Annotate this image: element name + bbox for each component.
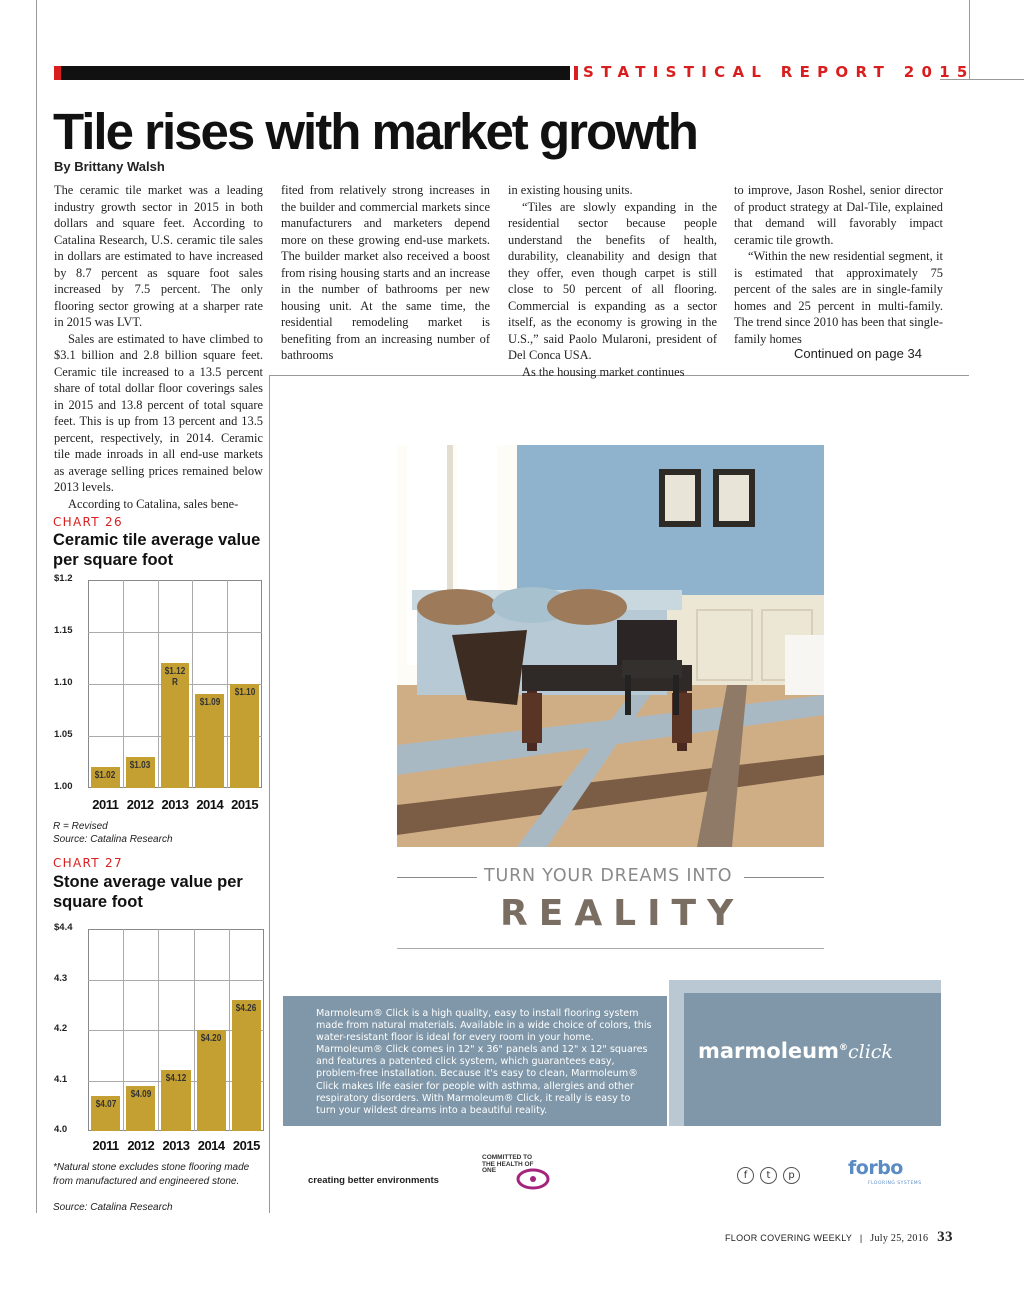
section-kicker: STATISTICAL REPORT 2015 bbox=[583, 63, 975, 81]
chart-27-source: Source: Catalina Research bbox=[53, 1202, 173, 1213]
y-tick-label: $1.2 bbox=[54, 573, 73, 584]
bar-value-label: $1.03 bbox=[129, 759, 151, 771]
grid-hline bbox=[88, 980, 264, 981]
y-tick-label: 1.00 bbox=[54, 781, 73, 792]
bar-value-label: $4.12 bbox=[165, 1073, 187, 1085]
article-column-3 bbox=[508, 182, 717, 380]
chart-26-source: Source: Catalina Research bbox=[53, 834, 173, 845]
bar-value-label: $4.07 bbox=[95, 1098, 116, 1110]
paragraph: According to Catalina, sales bene- bbox=[68, 496, 239, 511]
paragraph: As the housing market continues bbox=[522, 364, 685, 379]
x-category-label: 2013 bbox=[162, 1138, 190, 1153]
continued-link[interactable]: Continued on page 34 bbox=[794, 346, 922, 361]
bar-value-label: $4.20 bbox=[200, 1033, 222, 1044]
x-category-label: 2015 bbox=[232, 1138, 260, 1153]
y-tick-label: 4.3 bbox=[54, 972, 68, 984]
left-margin-rule bbox=[36, 0, 37, 1213]
article-column-2 bbox=[281, 182, 490, 364]
paragraph: to improve, Jason Roshel, senior director of product strategy at Dal-Tile, explained that demand will favorably impact ceramic tile growth. bbox=[734, 183, 943, 247]
chart-27-kicker: CHART 27 bbox=[53, 856, 123, 870]
publication-name: FLOOR COVERING WEEKLY bbox=[725, 1233, 852, 1243]
paragraph: in existing housing units. bbox=[508, 183, 633, 197]
page-number: 33 bbox=[937, 1229, 953, 1245]
chart-26-kicker: CHART 26 bbox=[53, 515, 123, 529]
committed-badge-text: COMMITTED TO THE HEALTH OF ONE bbox=[482, 1154, 534, 1174]
brand-logo bbox=[698, 1039, 893, 1063]
x-category-label: 2011 bbox=[92, 1138, 119, 1153]
facebook-icon[interactable]: f bbox=[737, 1167, 754, 1184]
x-category-label: 2015 bbox=[231, 797, 259, 812]
ad-headline: REALITY bbox=[500, 893, 745, 934]
issue-date: July 25, 2016 bbox=[870, 1233, 929, 1244]
y-tick-label: $4.4 bbox=[54, 922, 73, 933]
paragraph: “Within the new residential segment, it is estimated that approximately 75 percent of the sales are in single-family homes and 25 percent in multi-family. The trend since 2010 has been that single-family homes bbox=[734, 249, 943, 346]
grid-hline bbox=[88, 632, 262, 633]
chart-27-title: Stone average value per square foot bbox=[53, 873, 243, 911]
ad-body-copy: Marmoleum® Click is a high quality, easy to install flooring system made from natural materials. Available in a wide choice of colors, this water-resistant floor is ideal for every room in your home. Marmoleum® Click comes in 12" x 36" panels and 12" x 12" squares and features a patented click system, which guarantees easy, problem-free installation. Because it's easy to clean, Marmoleum® Click makes life easier for people with asthma, allergies and other respiratory disorders. With Marmoleum® Click, it really is easy to turn your wildest dreams into a beautiful reality. bbox=[316, 1008, 652, 1116]
tagline-rule-left bbox=[397, 877, 477, 878]
byline: By Brittany Walsh bbox=[54, 159, 165, 174]
forbo-logo: forbo bbox=[848, 1157, 903, 1179]
y-tick-label: 4.1 bbox=[54, 1073, 68, 1085]
x-category-label: 2013 bbox=[161, 797, 189, 812]
paragraph: The ceramic tile market was a leading industry growth sector in 2015 in both dollars and square feet. According to Catalina Research, U.S. ceramic tile sales in dollars are estimated to have increased by 8.7 percent as square foot sales increased by 7.5 percent. The only flooring sector growing at a sharper rate in 2015 was LVT. bbox=[54, 183, 263, 329]
bar-value-label: $1.10 bbox=[234, 687, 255, 698]
paragraph: Sales are estimated to have climbed to $3.1 billion and 2.8 billion square feet. Ceramic tile increased to a 13.5 percent share of total dollar floor coverings sales in 2015 and 13.8 percent of total square feet. This is up from 13 percent and 13.5 percent, respectively, in 2014. Ceramic tile made inroads in all end-use markets as average selling prices remained below 2013 levels. bbox=[54, 331, 263, 494]
article-column-4 bbox=[734, 182, 943, 347]
paragraph: “Tiles are slowly expanding in the residential sector because people understand the benefits of health, durability, cleanability and design that they offer, even though carpet is still close to 50 percent of all flooring. Commercial is expanding as a sector itself, as the economy is growing in the U.S.,” said Paolo Mularoni, president of Del Conca USA. bbox=[508, 199, 717, 362]
ad-tagline: TURN YOUR DREAMS INTO bbox=[484, 866, 733, 886]
y-tick-label: 1.10 bbox=[54, 677, 73, 688]
y-tick-label: 1.15 bbox=[54, 625, 73, 636]
chart-26-title: Ceramic tile average value per square foot bbox=[53, 531, 261, 569]
y-tick-label: 4.2 bbox=[54, 1023, 68, 1034]
chart-column-rule bbox=[269, 375, 270, 1213]
x-category-label: 2014 bbox=[197, 1138, 225, 1153]
bar-value-label: $1.09 bbox=[199, 697, 221, 709]
x-category-label: 2014 bbox=[196, 797, 224, 812]
bar-value-label: $4.09 bbox=[130, 1088, 152, 1100]
chart-26-note-revised: R = Revised bbox=[53, 821, 108, 832]
page-title: Tile rises with market growth bbox=[53, 103, 697, 160]
brand-click: click bbox=[848, 1041, 893, 1063]
x-category-label: 2012 bbox=[127, 1138, 155, 1153]
chart-27-note: *Natural stone excludes stone flooring made from manufactured and engineered stone. bbox=[53, 1162, 250, 1187]
bar-value-label: $4.26 bbox=[236, 1002, 257, 1014]
committed-logo-icon bbox=[516, 1168, 550, 1190]
x-category-label: 2011 bbox=[92, 797, 119, 812]
x-category-label: 2012 bbox=[126, 797, 154, 812]
bar-2015 bbox=[232, 1000, 261, 1131]
bar-2014 bbox=[195, 694, 224, 788]
bar-2015 bbox=[230, 684, 259, 788]
y-tick-label: 1.05 bbox=[54, 729, 73, 740]
article-column-1 bbox=[54, 182, 263, 512]
header-bar bbox=[54, 66, 570, 80]
page-footer bbox=[725, 1229, 953, 1246]
ad-slogan: creating better environments bbox=[308, 1175, 439, 1186]
paragraph: fited from relatively strong increases in the builder and commercial markets since manufacturers and marketers depend more on these growing end-use markets. The builder market also received a boost from rising housing starts and an increase in the number of bathrooms per new housing unit. At the same time, the residential remodeling market is benefiting from an increasing number of bathrooms bbox=[281, 183, 490, 362]
bar-2014 bbox=[197, 1030, 226, 1131]
footer-separator: | bbox=[859, 1233, 863, 1243]
twitter-icon[interactable]: t bbox=[760, 1167, 777, 1184]
brand-name: marmoleum bbox=[698, 1039, 839, 1063]
y-tick-label: 4.0 bbox=[54, 1124, 68, 1135]
forbo-tagline: FLOORING SYSTEMS bbox=[868, 1181, 922, 1186]
pinterest-icon[interactable]: p bbox=[783, 1167, 800, 1184]
bar-value-label: $1.02 bbox=[95, 770, 116, 782]
brand-registered: ® bbox=[839, 1043, 848, 1053]
tagline-rule-right bbox=[744, 877, 824, 878]
tagline-rule-bottom bbox=[397, 948, 824, 949]
bar-value-label: $1.12 R bbox=[164, 666, 186, 689]
ad-photo-bedroom bbox=[397, 445, 824, 847]
